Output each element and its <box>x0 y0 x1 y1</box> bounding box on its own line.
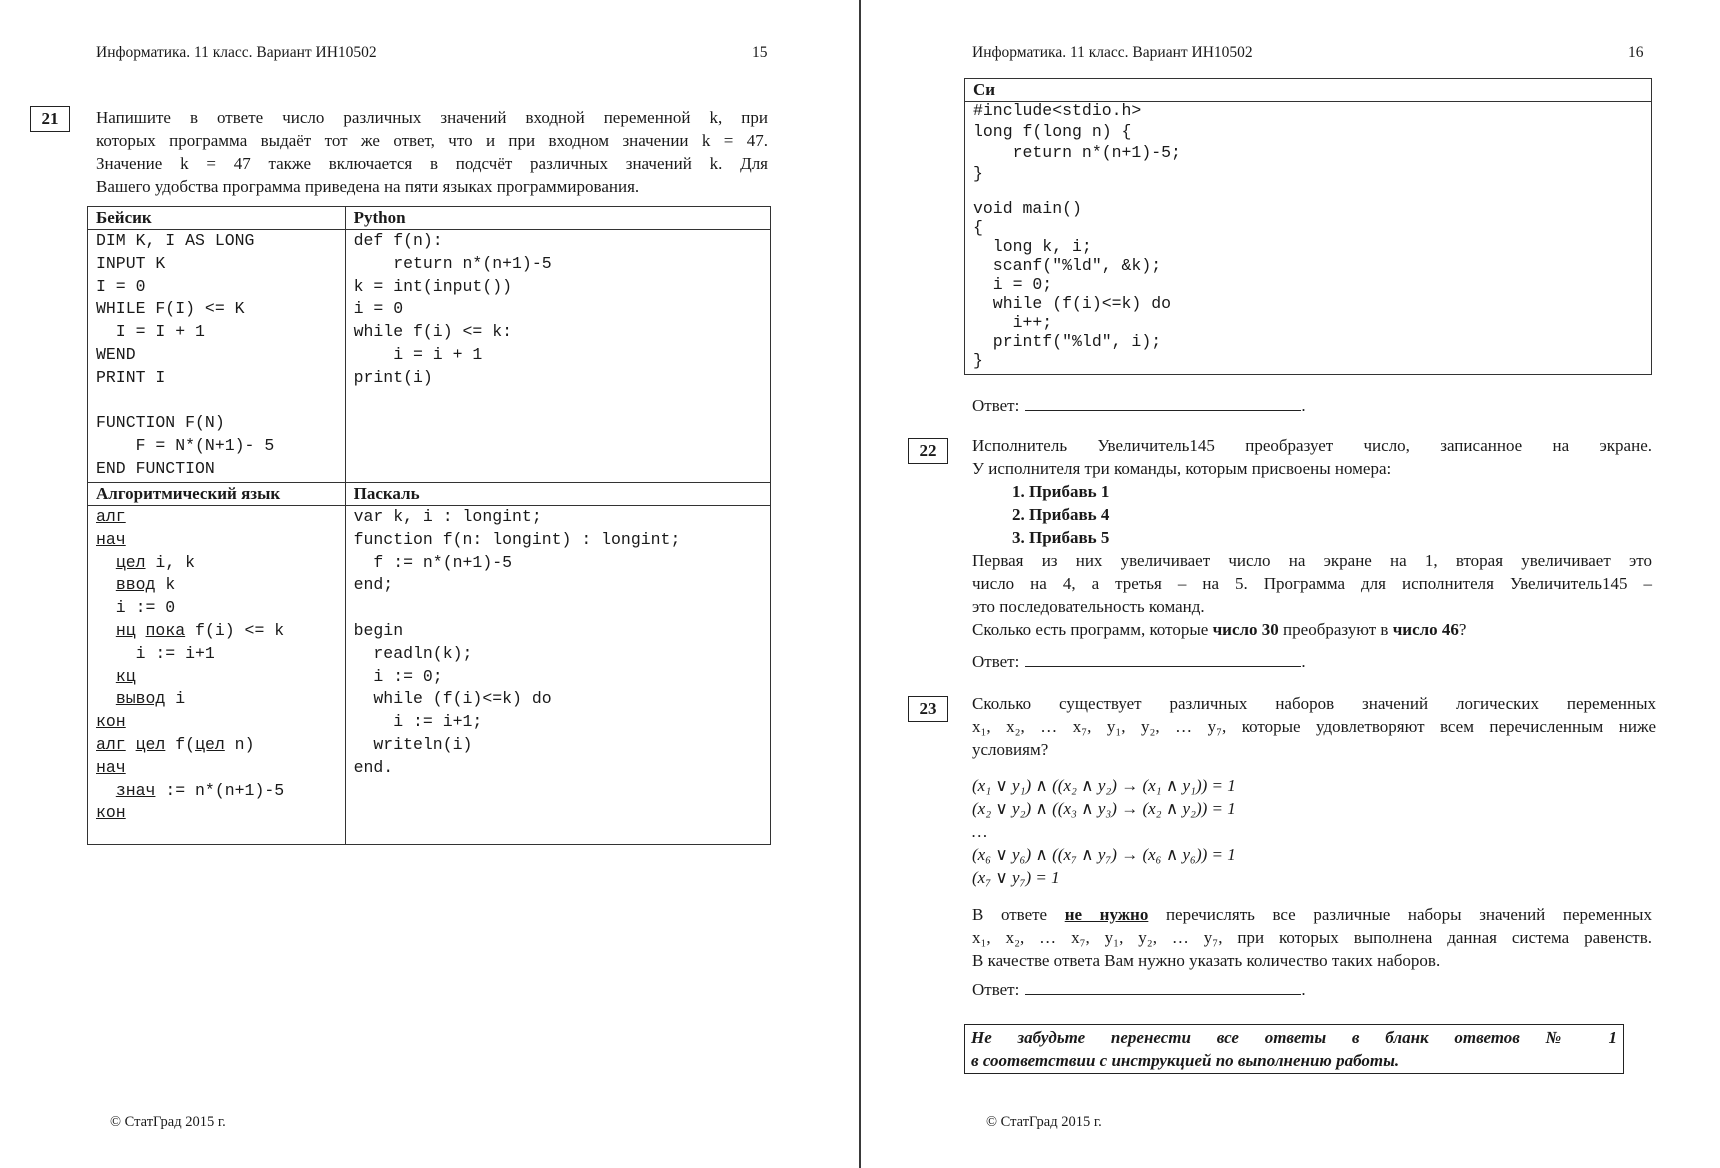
code-text: f( <box>165 734 196 754</box>
keyword: знач <box>115 780 156 800</box>
equation: (x₂ ∨ y₂) ∧ ((x₃ ∧ y₃) → (x₂ ∧ y₂)) = 1 <box>972 799 1236 818</box>
code-text: i <box>165 689 186 709</box>
keyword: ввод <box>115 575 156 595</box>
code-line: printf("%ld", i); <box>973 332 1162 351</box>
task22-body <box>972 549 1652 641</box>
code-line <box>96 552 337 575</box>
code-line: function f(n: longint) : longint; <box>353 529 681 549</box>
keyword: цел <box>135 734 166 754</box>
code-line: while f(i) <= k: <box>353 322 513 342</box>
keyword: кон <box>96 803 126 823</box>
keyword: цел <box>115 552 146 572</box>
equation: … <box>972 822 988 841</box>
bold-text: не нужно <box>1064 905 1149 924</box>
basic-code <box>96 230 337 481</box>
page-header: Информатика. 11 класс. Вариант ИН10502 <box>972 44 1253 61</box>
code-line: while (f(i)<=k) do <box>353 689 552 709</box>
text: Сколько есть программ, которые <box>972 620 1213 639</box>
code-line: END FUNCTION <box>96 458 215 478</box>
reminder-box <box>964 1024 1624 1074</box>
code-line <box>96 574 337 597</box>
code-line: return n*(n+1)-5 <box>353 253 552 273</box>
task23-text <box>972 692 1656 761</box>
pascal-header: Паскаль <box>345 483 770 506</box>
answer-label: Ответ: <box>972 980 1020 999</box>
code-line: F = N*(N+1)- 5 <box>96 436 275 456</box>
keyword: вывод <box>115 689 166 709</box>
code-line <box>973 186 1643 200</box>
code-line: i := i+1 <box>96 643 215 663</box>
text-line: которых программа выдаёт тот же ответ, что и при входном значении k = 47. <box>96 131 768 150</box>
algo-code <box>96 506 337 825</box>
code-line: f := n*(n+1)-5 <box>353 552 513 572</box>
code-text: f(i) <= k <box>185 620 285 640</box>
code-line: long k, i; <box>973 237 1092 256</box>
code-line <box>96 688 337 711</box>
code-line: i++; <box>973 313 1053 332</box>
task22-question <box>972 618 1652 641</box>
keyword: кон <box>96 712 126 732</box>
equation: (x₆ ∨ y₆) ∧ ((x₇ ∧ y₇) → (x₆ ∧ y₆)) = 1 <box>972 845 1236 864</box>
code-line: PRINT I <box>96 367 166 387</box>
text-line: Сколько существует различных наборов значений логических переменных <box>972 694 1656 713</box>
text-line: Исполнитель Увеличитель145 преобразует число, записанное на экране. <box>972 436 1652 455</box>
code-text: n) <box>224 734 255 754</box>
answer-23: Ответ: . <box>972 980 1306 999</box>
code-line: return n*(n+1)-5; <box>973 143 1181 162</box>
code-text: k <box>155 575 176 595</box>
code-line <box>96 734 337 757</box>
task-number-22: 22 <box>908 438 948 464</box>
keyword: алг <box>96 507 126 526</box>
code-line: I = I + 1 <box>96 322 205 342</box>
keyword: пока <box>145 620 186 640</box>
code-table <box>87 206 771 845</box>
c-header: Си <box>965 79 1652 102</box>
code-line: scanf("%ld", &k); <box>973 256 1162 275</box>
keyword: алг <box>96 734 126 754</box>
text: перечислять все различные наборы значений переменных <box>1148 905 1652 924</box>
text: В ответе <box>972 905 1065 924</box>
page-number: 16 <box>1628 44 1644 61</box>
pascal-code <box>354 506 762 780</box>
code-line <box>96 506 337 529</box>
equation-system <box>972 774 1236 889</box>
bold-text: число 30 <box>1212 620 1279 639</box>
answer-22: Ответ: . <box>972 652 1306 671</box>
code-line <box>96 390 337 413</box>
keyword: нач <box>96 757 126 777</box>
python-code <box>354 230 762 390</box>
text: преобразуют в <box>1278 620 1393 639</box>
text-line: число на 4, а третья – на 5. Программа для исполнителя Увеличитель145 – <box>972 574 1652 593</box>
text-line: Значение k = 47 также включается в подсчёт различных значений k. Для <box>96 154 768 173</box>
c-code <box>973 102 1643 371</box>
page-header: Информатика. 11 класс. Вариант ИН10502 <box>96 44 377 61</box>
answer-field[interactable] <box>1025 652 1301 667</box>
task22-commands <box>1012 480 1109 549</box>
code-line: print(i) <box>353 367 433 387</box>
basic-header: Бейсик <box>88 207 346 230</box>
text-line: У исполнителя три команды, которым присвоены номера: <box>972 459 1392 478</box>
keyword: кц <box>115 666 136 686</box>
reminder-line: в соответствии с инструкцией по выполнению работы. <box>971 1051 1400 1070</box>
bold-text: число 46 <box>1392 620 1459 639</box>
code-text: := n*(n+1)-5 <box>155 780 285 800</box>
answer-field[interactable] <box>1025 980 1301 995</box>
code-line: I = 0 <box>96 276 146 296</box>
c-code-table <box>964 78 1652 375</box>
task21-text <box>96 106 768 198</box>
code-line: { <box>973 218 983 237</box>
text-line: это последовательность команд. <box>972 597 1205 616</box>
keyword: цел <box>195 734 225 754</box>
task-number-23: 23 <box>908 696 948 722</box>
code-line: #include<stdio.h> <box>973 101 1142 120</box>
code-line: long f(long n) { <box>973 122 1132 141</box>
command-item: 3. Прибавь 5 <box>1012 528 1110 547</box>
code-line: INPUT K <box>96 253 166 273</box>
command-item: 1. Прибавь 1 <box>1012 482 1110 501</box>
code-line: var k, i : longint; <box>353 507 542 526</box>
code-line: FUNCTION F(N) <box>96 413 225 433</box>
code-line: end. <box>353 757 394 777</box>
code-line: DIM K, I AS LONG <box>96 231 255 250</box>
text-line: Напишите в ответе число различных значений входной переменной k, при <box>96 108 768 127</box>
keyword: нач <box>96 529 126 549</box>
right-page <box>860 0 1720 1168</box>
python-header: Python <box>345 207 770 230</box>
code-line: begin <box>353 620 404 640</box>
answer-field[interactable] <box>1025 396 1301 411</box>
code-line: } <box>973 351 983 370</box>
text-line: условиям? <box>972 740 1049 759</box>
code-text: i, k <box>145 552 196 572</box>
code-line: } <box>973 164 983 183</box>
keyword: нц <box>115 620 136 640</box>
text-line: x₁, x₂, … x₇, y₁, y₂, … y₇, при которых выполнена данная система равенств. <box>972 928 1652 947</box>
code-line: i = 0 <box>353 299 404 319</box>
code-line <box>96 620 337 643</box>
algo-header: Алгоритмический язык <box>88 483 346 506</box>
code-line <box>96 666 337 689</box>
answer-label: Ответ: <box>972 652 1020 671</box>
task22-intro <box>972 434 1652 480</box>
code-line: i := i+1; <box>353 712 483 732</box>
reminder-line: Не забудьте перенести все ответы в бланк ответов № 1 <box>971 1028 1617 1047</box>
task-number-21: 21 <box>30 106 70 132</box>
text-line: Вашего удобства программа приведена на пяти языках программирования. <box>96 177 640 196</box>
code-line: i := 0; <box>353 666 443 686</box>
text-line: Первая из них увеличивает число на экране на 1, вторая увеличивает это <box>972 551 1652 570</box>
equation: (x₇ ∨ y₇) = 1 <box>972 868 1060 887</box>
page-footer: © СтатГрад 2015 г. <box>986 1114 1102 1130</box>
code-line <box>96 802 337 825</box>
code-line: end; <box>353 575 394 595</box>
answer-label: Ответ: <box>972 396 1020 415</box>
code-line: while (f(i)<=k) do <box>973 294 1172 313</box>
code-line: i = 0; <box>973 275 1053 294</box>
page-number: 15 <box>752 44 768 61</box>
code-line: WEND <box>96 344 136 364</box>
note-line <box>972 903 1652 926</box>
text-line: В качестве ответа Вам нужно указать количество таких наборов. <box>972 951 1441 970</box>
code-line: void main() <box>973 199 1082 218</box>
command-item: 2. Прибавь 4 <box>1012 505 1110 524</box>
code-line: def f(n): <box>353 231 443 250</box>
code-line: i = i + 1 <box>353 344 483 364</box>
code-line <box>96 529 337 552</box>
code-line <box>354 597 762 620</box>
code-line <box>96 780 337 803</box>
code-line: i := 0 <box>96 598 176 618</box>
task23-note <box>972 903 1652 972</box>
page-footer: © СтатГрад 2015 г. <box>110 1114 226 1130</box>
code-line: readln(k); <box>353 643 473 663</box>
text-line: x₁, x₂, … x₇, y₁, y₂, … y₇, которые удовлетворяют всем перечисленным ниже <box>972 717 1656 736</box>
code-line <box>96 757 337 780</box>
code-line: k = int(input()) <box>353 276 513 296</box>
equation: (x₁ ∨ y₁) ∧ ((x₂ ∧ y₂) → (x₁ ∧ y₁)) = 1 <box>972 776 1236 795</box>
answer-21: Ответ: . <box>972 396 1306 415</box>
code-line: writeln(i) <box>353 734 473 754</box>
text: ? <box>1458 620 1467 639</box>
code-line <box>96 711 337 734</box>
code-line: WHILE F(I) <= K <box>96 299 245 319</box>
